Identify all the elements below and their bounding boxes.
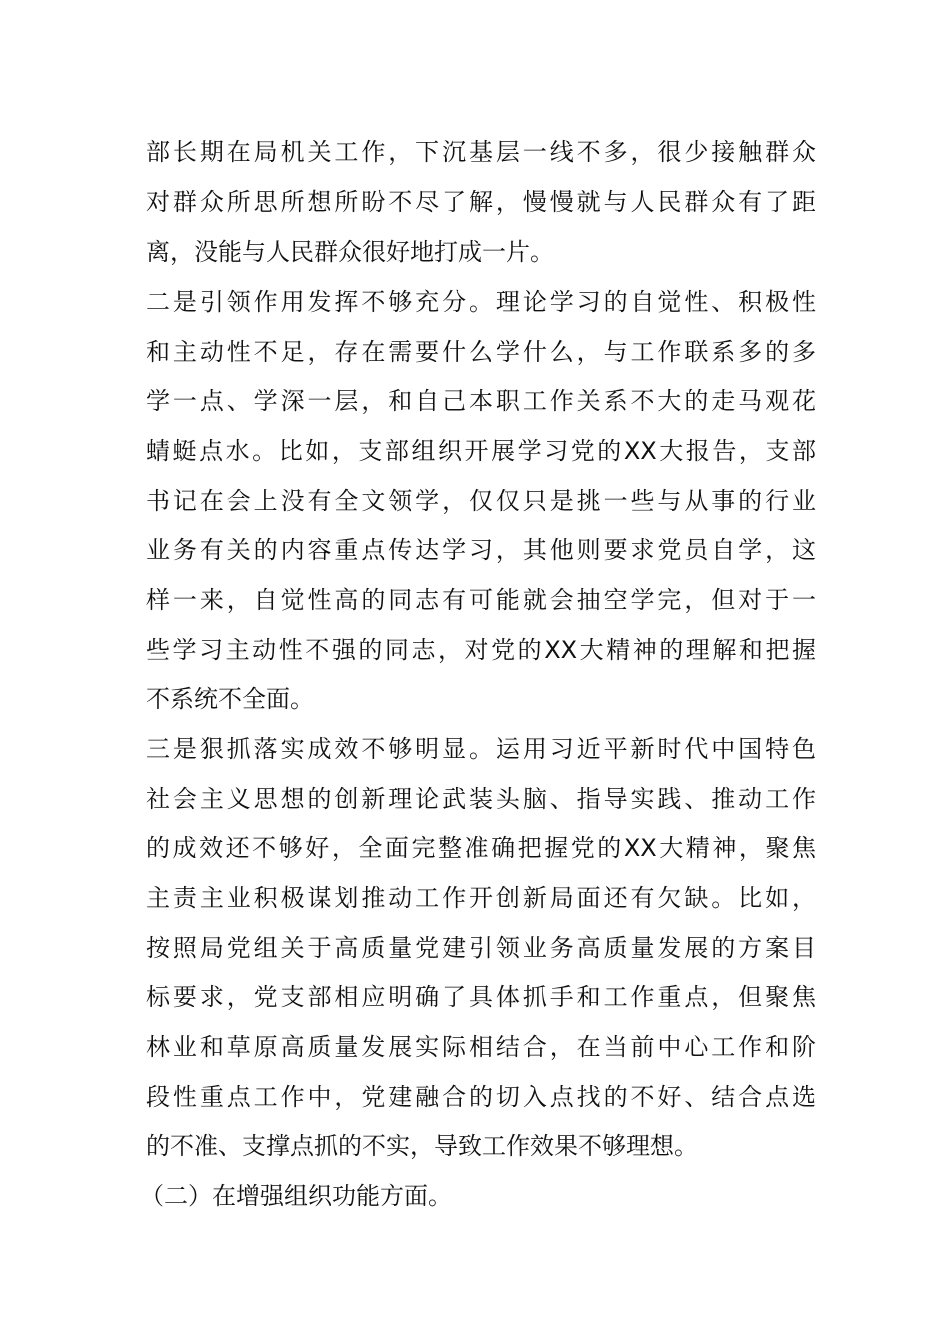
paragraph-3-line-6: 标要求，党支部相应明确了具体抓手和工作重点，但聚焦 [146,983,816,1011]
section-heading: （二）在增强组织功能方面。 [140,1182,452,1210]
paragraph-3-line-1: 三是狠抓落实成效不够明显。运用习近平新时代中国特色 [146,735,816,763]
paragraph-2-line-6: 业务有关的内容重点传达学习，其他则要求党员自学，这 [146,536,816,564]
paragraph-3-line-9: 的不准、支撑点抓的不实，导致工作效果不够理想。 [146,1132,698,1160]
paragraph-2-line-7: 样一来，自觉性高的同志有可能就会抽空学完，但对于一 [146,586,816,614]
paragraph-2-line-9: 不系统不全面。 [146,685,314,713]
paragraph-3-line-5: 按照局党组关于高质量党建引领业务高质量发展的方案目 [146,934,816,962]
paragraph-2-line-5: 书记在会上没有全文领学，仅仅只是挑一些与从事的行业 [146,487,816,515]
paragraph-3-line-3: 的成效还不够好，全面完整准确把握党的XX大精神，聚焦 [146,834,816,862]
paragraph-2-line-2: 和主动性不足，存在需要什么学什么，与工作联系多的多 [146,338,816,366]
paragraph-2-line-4: 蜻蜓点水。比如，支部组织开展学习党的XX大报告，支部 [146,437,816,465]
paragraph-3-line-8: 段性重点工作中，党建融合的切入点找的不好、结合点选 [146,1083,816,1111]
paragraph-2-line-3: 学一点、学深一层，和自己本职工作关系不大的走马观花 [146,387,816,415]
paragraph-1-line-3: 离，没能与人民群众很好地打成一片。 [146,238,554,266]
paragraph-3-line-2: 社会主义思想的创新理论武装头脑、指导实践、推动工作 [146,785,816,813]
paragraph-1-line-2: 对群众所思所想所盼不尽了解，慢慢就与人民群众有了距 [146,188,816,216]
paragraph-2-line-8: 些学习主动性不强的同志，对党的XX大精神的理解和把握 [146,636,816,664]
paragraph-3-line-4: 主责主业积极谋划推动工作开创新局面还有欠缺。比如， [146,884,816,912]
paragraph-3-line-7: 林业和草原高质量发展实际相结合，在当前中心工作和阶 [146,1033,816,1061]
paragraph-2-line-1: 二是引领作用发挥不够充分。理论学习的自觉性、积极性 [146,288,816,316]
paragraph-1-line-1: 部长期在局机关工作，下沉基层一线不多，很少接触群众 [146,138,816,166]
